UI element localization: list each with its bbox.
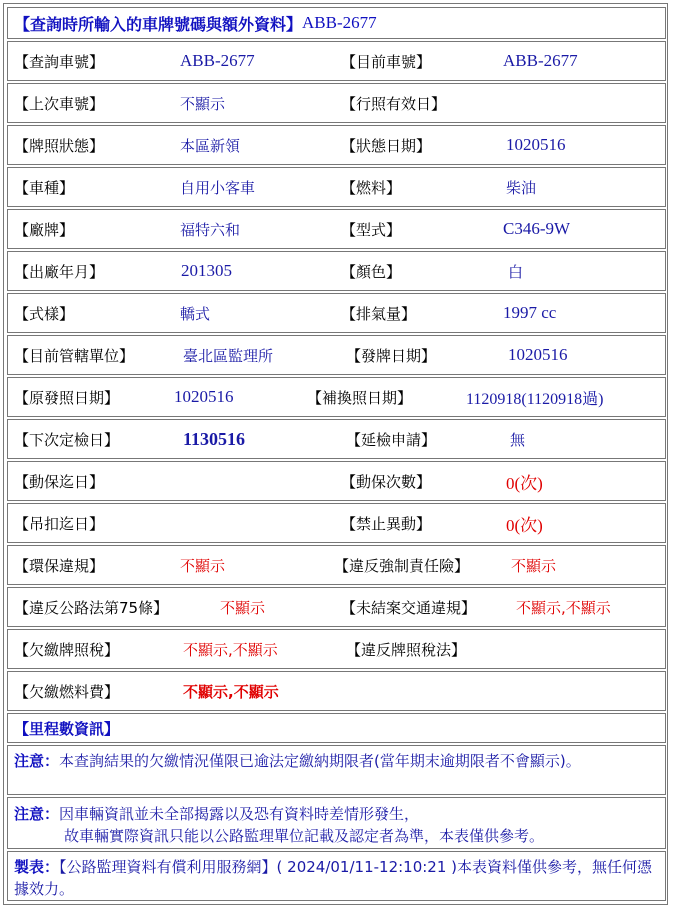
value-manufacture-date: 201305 — [181, 261, 232, 280]
label-unpaid-fuel-fee: 【欠繳燃料費】 — [14, 682, 120, 701]
value-replacement-date: 1120918(1120918過) — [466, 390, 604, 408]
value-body-style: 轎式 — [180, 304, 211, 323]
value-current-plate: ABB-2677 — [503, 51, 578, 70]
table-row — [7, 461, 666, 501]
label-environment-violation: 【環保違規】 — [14, 556, 105, 575]
note-2-line-2: 故車輛實際資訊只能以公路監理單位記載及認定者為準，本表僅供參考。 — [64, 827, 545, 845]
table-row — [7, 251, 666, 291]
label-highway-act-75: 【違反公路法第75條】 — [14, 598, 169, 617]
value-chattel-count: 0(次) — [506, 473, 543, 493]
label-issue-date: 【發牌日期】 — [346, 346, 437, 365]
value-current-office: 臺北區監理所 — [183, 346, 274, 365]
label-model: 【型式】 — [341, 220, 402, 239]
mileage-section — [7, 713, 666, 743]
table-row — [7, 419, 666, 459]
label-current-plate: 【目前車號】 — [341, 52, 432, 71]
label-license-valid-date: 【行照有效日】 — [341, 94, 447, 113]
label-original-issue-date: 【原發照日期】 — [14, 388, 120, 407]
note-2-line-1: 因車輛資訊並未全部揭露以及恐有資料時差情形發生， — [59, 805, 420, 823]
value-fuel: 柴油 — [506, 178, 537, 197]
value-vehicle-type: 自用小客車 — [180, 178, 256, 197]
label-license-tax-violation: 【違反牌照稅法】 — [346, 640, 467, 659]
label-extension-request: 【延檢申請】 — [346, 430, 437, 449]
footer-note — [7, 851, 666, 901]
label-chattel-end: 【動保迄日】 — [14, 472, 105, 491]
footer-timestamp: ( 2024/01/11-12:10:21 ) — [276, 858, 458, 876]
label-vehicle-type: 【車種】 — [14, 178, 75, 197]
note-2-tag: 注意： — [14, 805, 60, 823]
table-row — [7, 209, 666, 249]
note-1-text: 本查詢結果的欠繳情況僅限已逾法定繳納期限者(當年期末逾期限者不會顯示)。 — [59, 752, 581, 770]
title-plate: ABB-2677 — [302, 13, 377, 32]
note-1 — [7, 745, 666, 795]
table-row — [7, 503, 666, 543]
value-previous-plate: 不顯示 — [180, 94, 226, 113]
footer-text: 本表資料僅供參考，無任何憑據效力。 — [14, 858, 653, 898]
label-suspension-end: 【吊扣迄日】 — [14, 514, 105, 533]
label-body-style: 【式樣】 — [14, 304, 75, 323]
value-original-issue-date: 1020516 — [174, 387, 234, 406]
value-brand: 福特六和 — [180, 220, 241, 239]
label-query-plate: 【查詢車號】 — [14, 52, 105, 71]
value-transfer-ban: 0(次) — [506, 515, 543, 535]
footer-tag: 製表： — [14, 858, 60, 876]
value-highway-act-75: 不顯示 — [220, 598, 266, 617]
value-next-inspection: 1130516 — [183, 428, 246, 449]
table-row — [7, 167, 666, 207]
value-model: C346-9W — [503, 219, 571, 238]
value-insurance-violation: 不顯示 — [511, 556, 557, 575]
table-row — [7, 671, 666, 711]
table-row — [7, 335, 666, 375]
table-row — [7, 545, 666, 585]
table-row — [7, 125, 666, 165]
label-unpaid-license-tax: 【欠繳牌照稅】 — [14, 640, 120, 659]
value-open-traffic-violation: 不顯示,不顯示 — [516, 598, 611, 617]
value-environment-violation: 不顯示 — [180, 556, 226, 575]
value-issue-date: 1020516 — [508, 345, 568, 364]
value-status-date: 1020516 — [506, 135, 566, 154]
title-label: 【查詢時所輸入的車牌號碼與額外資料】 — [14, 14, 303, 34]
table-row — [7, 587, 666, 627]
label-brand: 【廠牌】 — [14, 220, 75, 239]
note-1-tag: 注意： — [14, 752, 60, 770]
label-fuel: 【燃料】 — [341, 178, 402, 197]
label-chattel-count: 【動保次數】 — [341, 472, 432, 491]
label-manufacture-date: 【出廠年月】 — [14, 262, 105, 281]
label-previous-plate: 【上次車號】 — [14, 94, 105, 113]
label-plate-status: 【牌照狀態】 — [14, 136, 105, 155]
label-insurance-violation: 【違反強制責任險】 — [334, 556, 470, 575]
label-color: 【顏色】 — [341, 262, 402, 281]
table-row — [7, 83, 666, 123]
note-2 — [7, 797, 666, 849]
value-extension-request: 無 — [510, 430, 526, 449]
label-open-traffic-violation: 【未結案交通違規】 — [341, 598, 477, 617]
value-plate-status: 本區新領 — [180, 136, 241, 155]
value-unpaid-license-tax: 不顯示,不顯示 — [183, 640, 278, 659]
page-title — [14, 8, 377, 38]
value-color: 白 — [508, 262, 524, 281]
label-next-inspection: 【下次定檢日】 — [14, 430, 120, 449]
value-displacement: 1997 cc — [503, 303, 557, 322]
label-replacement-date: 【補換照日期】 — [307, 388, 413, 407]
mileage-title: 【里程數資訊】 — [14, 719, 120, 738]
footer-source: 【公路監理資料有償利用服務網】 — [59, 858, 277, 876]
label-transfer-ban: 【禁止異動】 — [341, 514, 432, 533]
vehicle-info-table — [3, 3, 668, 905]
table-row — [7, 293, 666, 333]
table-row — [7, 377, 666, 417]
value-query-plate: ABB-2677 — [180, 51, 255, 70]
table-row — [7, 41, 666, 81]
header-row — [7, 7, 666, 39]
value-unpaid-fuel-fee: 不顯示,不顯示 — [183, 682, 279, 701]
table-row — [7, 629, 666, 669]
label-current-office: 【目前管轄單位】 — [14, 346, 135, 365]
label-displacement: 【排氣量】 — [341, 304, 417, 323]
label-status-date: 【狀態日期】 — [341, 136, 432, 155]
